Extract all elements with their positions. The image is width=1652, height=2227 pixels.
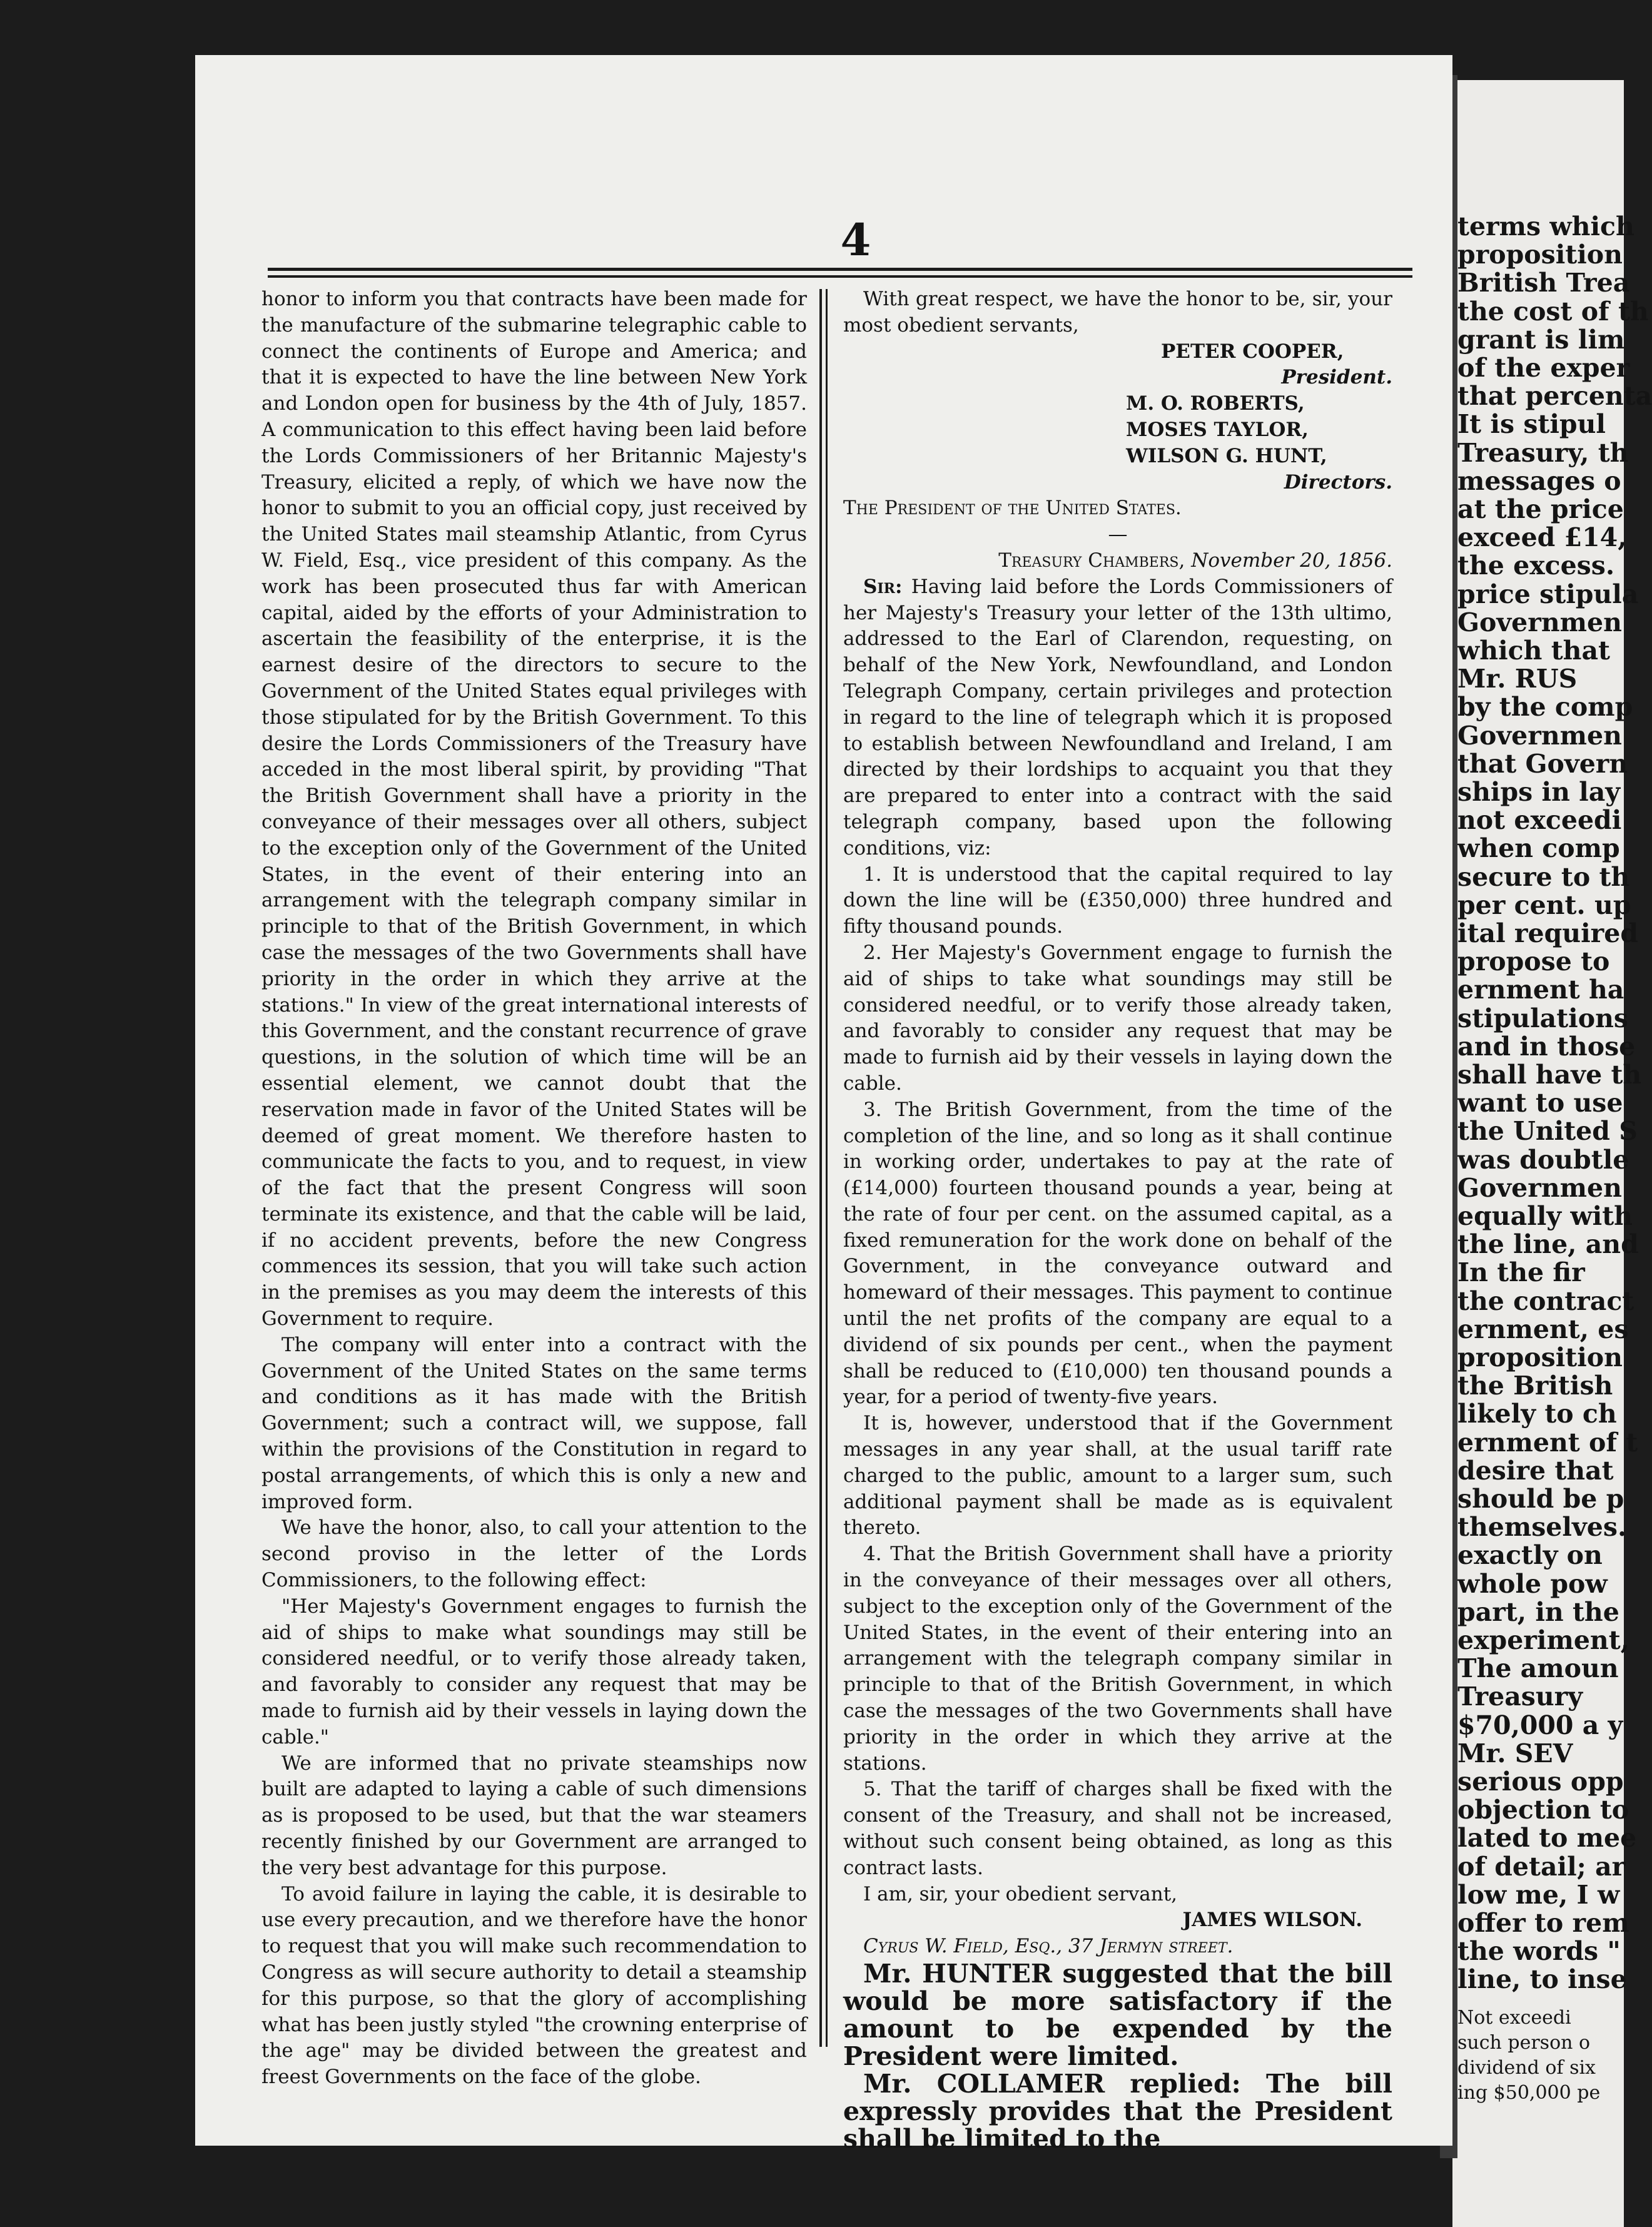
- facing-page-line: ital required: [1457, 918, 1639, 948]
- paragraph: We are informed that no private steamships now built are adapted to laying a cable of such dimensions as is proposed to be used, but that the war steamers recently finished by our Government are arranged to the very best advantage for this purpose.: [261, 1752, 807, 1879]
- facing-page-line: part, in the: [1457, 1596, 1619, 1627]
- condition: 1. It is understood that the capital required to lay down the line will be (£350,000) three hundred and fifty thousand pounds.: [843, 863, 1392, 938]
- facing-page: [1452, 80, 1652, 2227]
- facing-page-line: of the exper: [1457, 353, 1630, 383]
- condition: It is, however, understood that if the Government messages in any year shall, at the usual tariff rate charged to the public, amount to a larger sum, such additional payment shall be made as is equivalent thereto.: [843, 1412, 1392, 1540]
- facing-page-line: British Trea: [1457, 268, 1630, 298]
- column-divider-double: [826, 289, 828, 2047]
- facing-page-line: of detail; ar: [1457, 1851, 1626, 1882]
- facing-page-line: Governmen: [1457, 720, 1622, 751]
- facing-page-line: propose to: [1457, 946, 1610, 977]
- signature-block: [843, 339, 1392, 496]
- facing-page-line: at the price: [1457, 494, 1624, 524]
- condition: 3. The British Government, from the time of the completion of the line, and so long as it shall continue in working order, undertakes to pay at the rate of (£14,000) fourteen thousand pounds a year, being at the rate of four per cent. on the assumed capital, as a fixed remuneration for the work done on behalf of the Government, in the conveyance outward and homeward of their messages. This payment to continue until the net profits of the company are equal to a dividend of six pounds per cent., when the payment shall be reduced to (£10,000) ten thousand pounds a year, for a period of twenty-five years.: [843, 1098, 1392, 1409]
- facing-page-line: equally with: [1457, 1201, 1633, 1231]
- facing-page-line: experiment,: [1457, 1625, 1629, 1655]
- facing-page-line: Governmen: [1457, 607, 1622, 637]
- dateline-date: November 20, 1856.: [1191, 549, 1392, 572]
- dateline-place: Treasury Chambers,: [998, 549, 1185, 572]
- facing-page-line: shall have th: [1457, 1060, 1642, 1090]
- facing-page-line: Mr. SEV: [1457, 1738, 1573, 1768]
- header-rule-thin: [268, 275, 1412, 278]
- right-column: [843, 287, 1392, 2153]
- facing-page-line: ernment, es: [1457, 1314, 1629, 1344]
- debate-paragraph: Mr. COLLAMER replied: The bill expressly provides that the President shall be limited to the: [843, 2069, 1392, 2154]
- signatory: M. O. ROBERTS,: [1126, 392, 1305, 415]
- facing-page-line: which that: [1457, 636, 1610, 666]
- paragraph: "Her Majesty's Government engages to furnish the aid of ships to make what soundings may still be considered needful, or to verify those already taken, and favorably to consider any request that may be made to furnish aid by their vessels in laying down the cable.": [261, 1595, 807, 1748]
- salutation: Sir:: [863, 575, 903, 598]
- facing-page-line: The amoun: [1457, 1653, 1619, 1684]
- facing-page-line: Treasury, th: [1457, 437, 1629, 468]
- facing-page-line: stipulations: [1457, 1003, 1628, 1033]
- facing-page-line: the British: [1457, 1371, 1613, 1401]
- facing-page-line: ships in lay: [1457, 777, 1621, 807]
- sign-off: I am, sir, your obedient servant,: [863, 1882, 1178, 1905]
- facing-page-line: proposition: [1457, 1342, 1623, 1372]
- facing-page-line: line, to inse: [1457, 1964, 1627, 1995]
- facing-page-line: the line, and: [1457, 1229, 1639, 1260]
- signatory: WILSON G. HUNT,: [1126, 444, 1327, 467]
- facing-page-line: exceed £14,: [1457, 522, 1627, 553]
- facing-page-line: Mr. RUS: [1457, 664, 1578, 694]
- facing-page-line: themselves.: [1457, 1512, 1627, 1543]
- page-number: 4: [840, 214, 871, 266]
- facing-page-line: desire that: [1457, 1455, 1614, 1486]
- header-rule: [268, 268, 1412, 271]
- facing-page-line: Governmen: [1457, 1172, 1622, 1203]
- facing-page-line: the contract: [1457, 1286, 1634, 1316]
- facing-page-line: per cent. up: [1457, 890, 1631, 920]
- signatory: MOSES TAYLOR,: [1126, 418, 1309, 441]
- facing-page-line: proposition: [1457, 240, 1623, 270]
- facing-page-line: secure to th: [1457, 861, 1630, 892]
- facing-page-line: lated to mee: [1457, 1823, 1637, 1854]
- condition: 5. That the tariff of charges shall be fixed with the consent of the Treasury, and shall not be increased, without such consent being obtained, as long as this contract lasts.: [843, 1778, 1392, 1879]
- cc-line: Cyrus W. Field, Esq., 37 Jermyn street.: [863, 1935, 1234, 1958]
- addressee: The President of the United States.: [843, 497, 1182, 520]
- facing-page-footnote: ing $50,000 pe: [1457, 2082, 1601, 2104]
- facing-page-line: $70,000 a y: [1457, 1710, 1623, 1740]
- facing-page-line: Treasury: [1457, 1682, 1583, 1712]
- facing-page-line: serious opp: [1457, 1767, 1624, 1797]
- facing-page-line: likely to ch: [1457, 1399, 1617, 1429]
- facing-page-line: In the fir: [1457, 1257, 1585, 1288]
- facing-page-line: that Govern: [1457, 748, 1628, 779]
- facing-page-line: the United S: [1457, 1116, 1638, 1147]
- signatory-title: President.: [1281, 366, 1392, 389]
- letter-intro: [843, 574, 1392, 862]
- paragraph: We have the honor, also, to call your attention to the second proviso in the letter of the Lords Commissioners, to the following effect:: [261, 1516, 807, 1592]
- debate-paragraph: Mr. HUNTER suggested that the bill would be more satisfactory if the amount to be expended by the President were limited.: [843, 1959, 1392, 2071]
- left-column: [261, 287, 807, 2091]
- facing-page-line: should be p: [1457, 1484, 1624, 1514]
- facing-page-line: offer to rem: [1457, 1908, 1629, 1938]
- facing-page-line: messages o: [1457, 465, 1621, 496]
- column-divider: [819, 289, 822, 2047]
- letter-intro-text: Having laid before the Lords Commissioners of her Majesty's Treasury your letter of the 13th ultimo, addressed to the Earl of Clarendon, requesting, on behalf of the New York, Newfoundland, and London Telegraph Company, certain privileges and protection in regard to the line of telegraph which it is proposed to establish between Newfoundland and Ireland, I am directed by their lordships to acquaint you that they are prepared to enter into a contract with the said telegraph company, based upon the following conditions, viz:: [843, 575, 1392, 860]
- facing-page-line: ernment of t: [1457, 1427, 1638, 1458]
- paragraph: To avoid failure in laying the cable, it is desirable to use every precaution, and we therefore have the honor to request that you will make such recommendation to Congress as will secure authority to detail a steamship for this purpose, so that the glory of accomplishing what has been justly styled "the crowning enterprise of the age" may be divided between the greatest and freest Governments on the face of the globe.: [261, 1882, 807, 2089]
- facing-page-line: whole pow: [1457, 1568, 1608, 1599]
- facing-page-line: when comp: [1457, 833, 1620, 864]
- facing-page-line: the excess.: [1457, 550, 1615, 581]
- facing-page-line: low me, I w: [1457, 1879, 1620, 1910]
- facing-page-line: not exceedi: [1457, 805, 1622, 836]
- signatory-title: Directors.: [1284, 470, 1392, 494]
- facing-page-line: grant is lim: [1457, 324, 1625, 355]
- facing-page-line: want to use: [1457, 1088, 1623, 1119]
- signatory: PETER COOPER,: [1161, 340, 1344, 363]
- facing-page-line: the cost of th: [1457, 296, 1649, 327]
- facing-page-line: objection to: [1457, 1795, 1629, 1825]
- separator: —: [1108, 523, 1128, 546]
- facing-page-line: the words ": [1457, 1936, 1621, 1967]
- dateline: [843, 548, 1392, 574]
- facing-page-line: ernment ha: [1457, 975, 1624, 1005]
- condition: 4. That the British Government shall have a priority in the conveyance of their messages over all others, subject to the exception only of the Government of the United States, in the event of their entering into an arrangement with the telegraph company similar in principle to that of the British Government, in which case the messages of the two Governments shall have priority in the order in which they arrive at the stations.: [843, 1543, 1392, 1775]
- paragraph: The company will enter into a contract with the Government of the United States on the same terms and conditions as it has made with the British Government; such a contract will, we suppose, fall within the provisions of the Constitution in regard to postal arrangements, of which this is only a new and improved form.: [261, 1333, 807, 1513]
- signer: JAMES WILSON.: [1182, 1909, 1362, 1932]
- facing-page-line: was doubtle: [1457, 1144, 1629, 1175]
- facing-page-line: It is stipul: [1457, 409, 1606, 440]
- facing-page-line: price stipula: [1457, 579, 1639, 609]
- facing-page-line: that percenta: [1457, 381, 1652, 412]
- facing-page-footnote: dividend of six: [1457, 2057, 1596, 2079]
- facing-page-line: by the comp: [1457, 692, 1633, 723]
- condition: 2. Her Majesty's Government engage to furnish the aid of ships to take what soundings may still be considered needful, or to verify those already taken, and favorably to consider any request that may be made to furnish aid by their vessels in laying down the cable.: [843, 941, 1392, 1095]
- facing-page-line: terms which: [1457, 211, 1634, 241]
- facing-page-line: exactly on: [1457, 1540, 1603, 1571]
- closing: With great respect, we have the honor to be, sir, your most obedient servants,: [843, 288, 1392, 337]
- paragraph: honor to inform you that contracts have been made for the manufacture of the submarine telegraphic cable to connect the continents of Europe and America; and that it is expected to have the line between New York and London open for business by the 4th of July, 1857. A communication to this effect having been laid before the Lords Commissioners of her Britannic Majesty's Treasury, elicited a reply, of which we have now the honor to submit to you an official copy, just received by the United States mail steamship Atlantic, from Cyrus W. Field, Esq., vice president of this company. As the work has been prosecuted thus far with American capital, aided by the efforts of your Administration to ascertain the feasibility of the enterprise, it is the earnest desire of the directors to secure to the Government of the United States equal privileges with those stipulated for by the British Government. To this desire the Lords Commissioners of the Treasury have acceded in the most liberal spirit, by providing "That the British Government shall have a priority in the conveyance of their messages over all others, subject to the exception only of the Government of the United States, in the event of their entering into an arrangement with the telegraph company similar in principle to that of the British Government, in which case the messages of the two Governments shall have priority in the order in which they arrive at the stations." In view of the great international interests of this Government, and the constant recurrence of grave questions, in the solution of which time will be an essential element, we cannot doubt that the reservation made in favor of the United States will be deemed of great moment. We therefore hasten to communicate the facts to you, and to request, in view of the fact that the present Congress will soon terminate its existence, and that the cable will be laid, if no accident prevents, before the new Congress commences its session, that you will take such action in the premises as you may deem the interests of this Government to require.: [261, 288, 807, 1331]
- facing-page-footnote: Not exceedi: [1457, 2007, 1571, 2029]
- facing-page-line: and in those: [1457, 1031, 1636, 1062]
- facing-page-footnote: such person o: [1457, 2032, 1591, 2054]
